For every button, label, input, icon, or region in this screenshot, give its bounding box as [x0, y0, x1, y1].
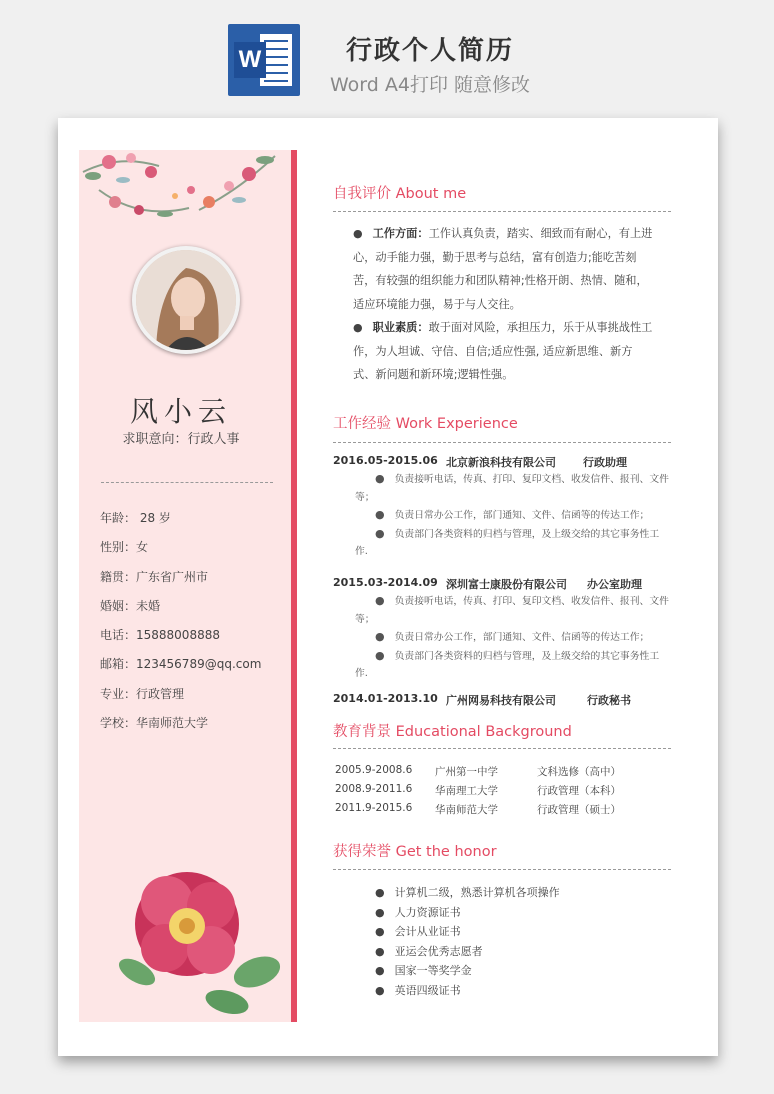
list-item: ● 人力资源证书	[375, 905, 461, 919]
top-header	[0, 0, 774, 110]
sidebar-divider	[101, 482, 273, 483]
list-item: ● 会计从业证书	[375, 925, 461, 939]
honors-title: 获得荣誉 Get the honor	[333, 844, 497, 860]
personal-info	[100, 510, 290, 744]
sidebar	[79, 150, 297, 1022]
header-subtitle: Word A4打印 随意修改	[329, 74, 530, 96]
education-divider	[333, 748, 671, 749]
job-duties: ● 负责接听电话，传真、打印、复印文档、收发信件、报刊、文件等； ● 负责日常办公工作，部门通知、文件、信函等的传达工作； ● 负责部门各类资料的归档与管理，及上级交给的其它事务性工作.	[355, 594, 669, 680]
accent-bar	[291, 150, 297, 1022]
avatar	[132, 246, 240, 354]
info-major: 专业：行政管理	[100, 686, 185, 701]
about-item: ● 职业素质：敢于面对风险，承担压力，乐于从事挑战性工作，为人坦诚、守信、自信;适应性强, 适应新思维、新方式、新问题和新环境;逻辑性强。	[353, 321, 653, 381]
word-logo-icon	[228, 24, 300, 96]
about-title: 自我评价 About me	[333, 186, 467, 202]
bullet-icon: ●	[353, 227, 363, 240]
honors-list	[375, 884, 655, 1002]
list-item: ● 国家一等奖学金	[375, 964, 472, 978]
job-intent: 求职意向：行政人事	[122, 432, 240, 447]
info-phone: 电话：15888008888	[100, 628, 220, 643]
experience-title: 工作经验 Work Experience	[333, 416, 518, 432]
experience-divider	[333, 442, 671, 443]
resume-page: 风小云 求职意向：行政人事 年龄： 28 岁 性别：女 籍贯：广东省广州市 婚姻：未婚 电话：15888008888 邮箱：123456789@qq.com 专业：行政管理 学校：华南师范大学 自我评价 About me ● 工作方面：工作认真负责，踏实、细致而有耐心，有上进心，动手能力强，勤于思考与总结，富有创造力;能吃苦刻苦，有较强的组织能力和团队精神;性格开朗、热情、随和，适应环境能力强，易于与人交往。 ● 职业素质：敢于面对风险，承担压力，乐于从事挑战性工作，为人坦诚、守信、自信;适应性强, 适应新思维、新方式、新问题和新环境;逻辑性强。 工作经验 Work Experience 2016.05-2015.06 北京新浪科技有限公司 行政助理 ● 负责接听电话，传真、打印、复印文档、收发信件、报刊、文件等； ● 负责日常办公工作，部门通知、文件、信函等的传达工作； ● 负责部门各类资料的归档与管理，及上级交给的其它事务性工作. 2015.03-2014.09 深圳富士康股份有限公司 办公室助理 ● 负责接听电话，传真、打印、复印文档、收发信件、报刊、文件等； ● 负责日常办公工作，部门通知、文件、信函等的传达工作； ● 负责部门各类资料的归档与管理，及上级交给的其它事务性工作. 2014.01-2013.10 广州网易科技有限公司 行政秘书 教育背景 Educational Background 2005.9-2008.6 广州第一中学 文科选修（高中） 2008.9-2011.6 华南理工大学 行政管理（本科） 2011.9-2015.6 华南师范大学 行政管理（硕士） 获得荣誉 Get the honor ● 计算机二级，熟悉计算机各项操作 ● 人力资源证书 ● 会计从业证书 ● 亚运会优秀志愿者 ● 国家一等奖学金 ● 英语四级证书	[58, 118, 718, 1056]
bullet-icon: ●	[353, 321, 363, 334]
about-divider	[333, 211, 671, 212]
list-item: ● 亚运会优秀志愿者	[375, 944, 483, 958]
info-marital: 婚姻：未婚	[100, 598, 161, 613]
info-age: 年龄： 28 岁	[100, 511, 171, 525]
portrait-icon	[136, 250, 236, 350]
about-item: ● 工作方面：工作认真负责，踏实、细致而有耐心，有上进心，动手能力强，勤于思考与总结，富有创造力;能吃苦刻苦，有较强的组织能力和团队精神;性格开朗、热情、随和，适应环境能力强，易于与人交往。	[353, 227, 653, 311]
peony-flower-icon	[107, 862, 283, 1018]
floral-wreath-icon	[79, 150, 283, 230]
header-title: 行政个人简历	[345, 36, 514, 66]
education-title: 教育背景 Educational Background	[333, 724, 572, 740]
info-gender: 性别：女	[100, 540, 149, 555]
candidate-name: 风小云	[129, 395, 232, 428]
info-hometown: 籍贯：广东省广州市	[100, 569, 209, 584]
info-email: 邮箱：123456789@qq.com	[100, 657, 262, 672]
list-item: ● 计算机二级，熟悉计算机各项操作	[375, 886, 560, 899]
list-item: ● 英语四级证书	[375, 983, 461, 997]
honors-divider	[333, 869, 671, 870]
info-school: 学校：华南师范大学	[100, 716, 209, 731]
job-duties: ● 负责接听电话，传真、打印、复印文档、收发信件、报刊、文件等； ● 负责日常办公工作，部门通知、文件、信函等的传达工作； ● 负责部门各类资料的归档与管理，及上级交给的其它事务性工作.	[355, 472, 669, 558]
logo-letter: W	[234, 42, 266, 78]
